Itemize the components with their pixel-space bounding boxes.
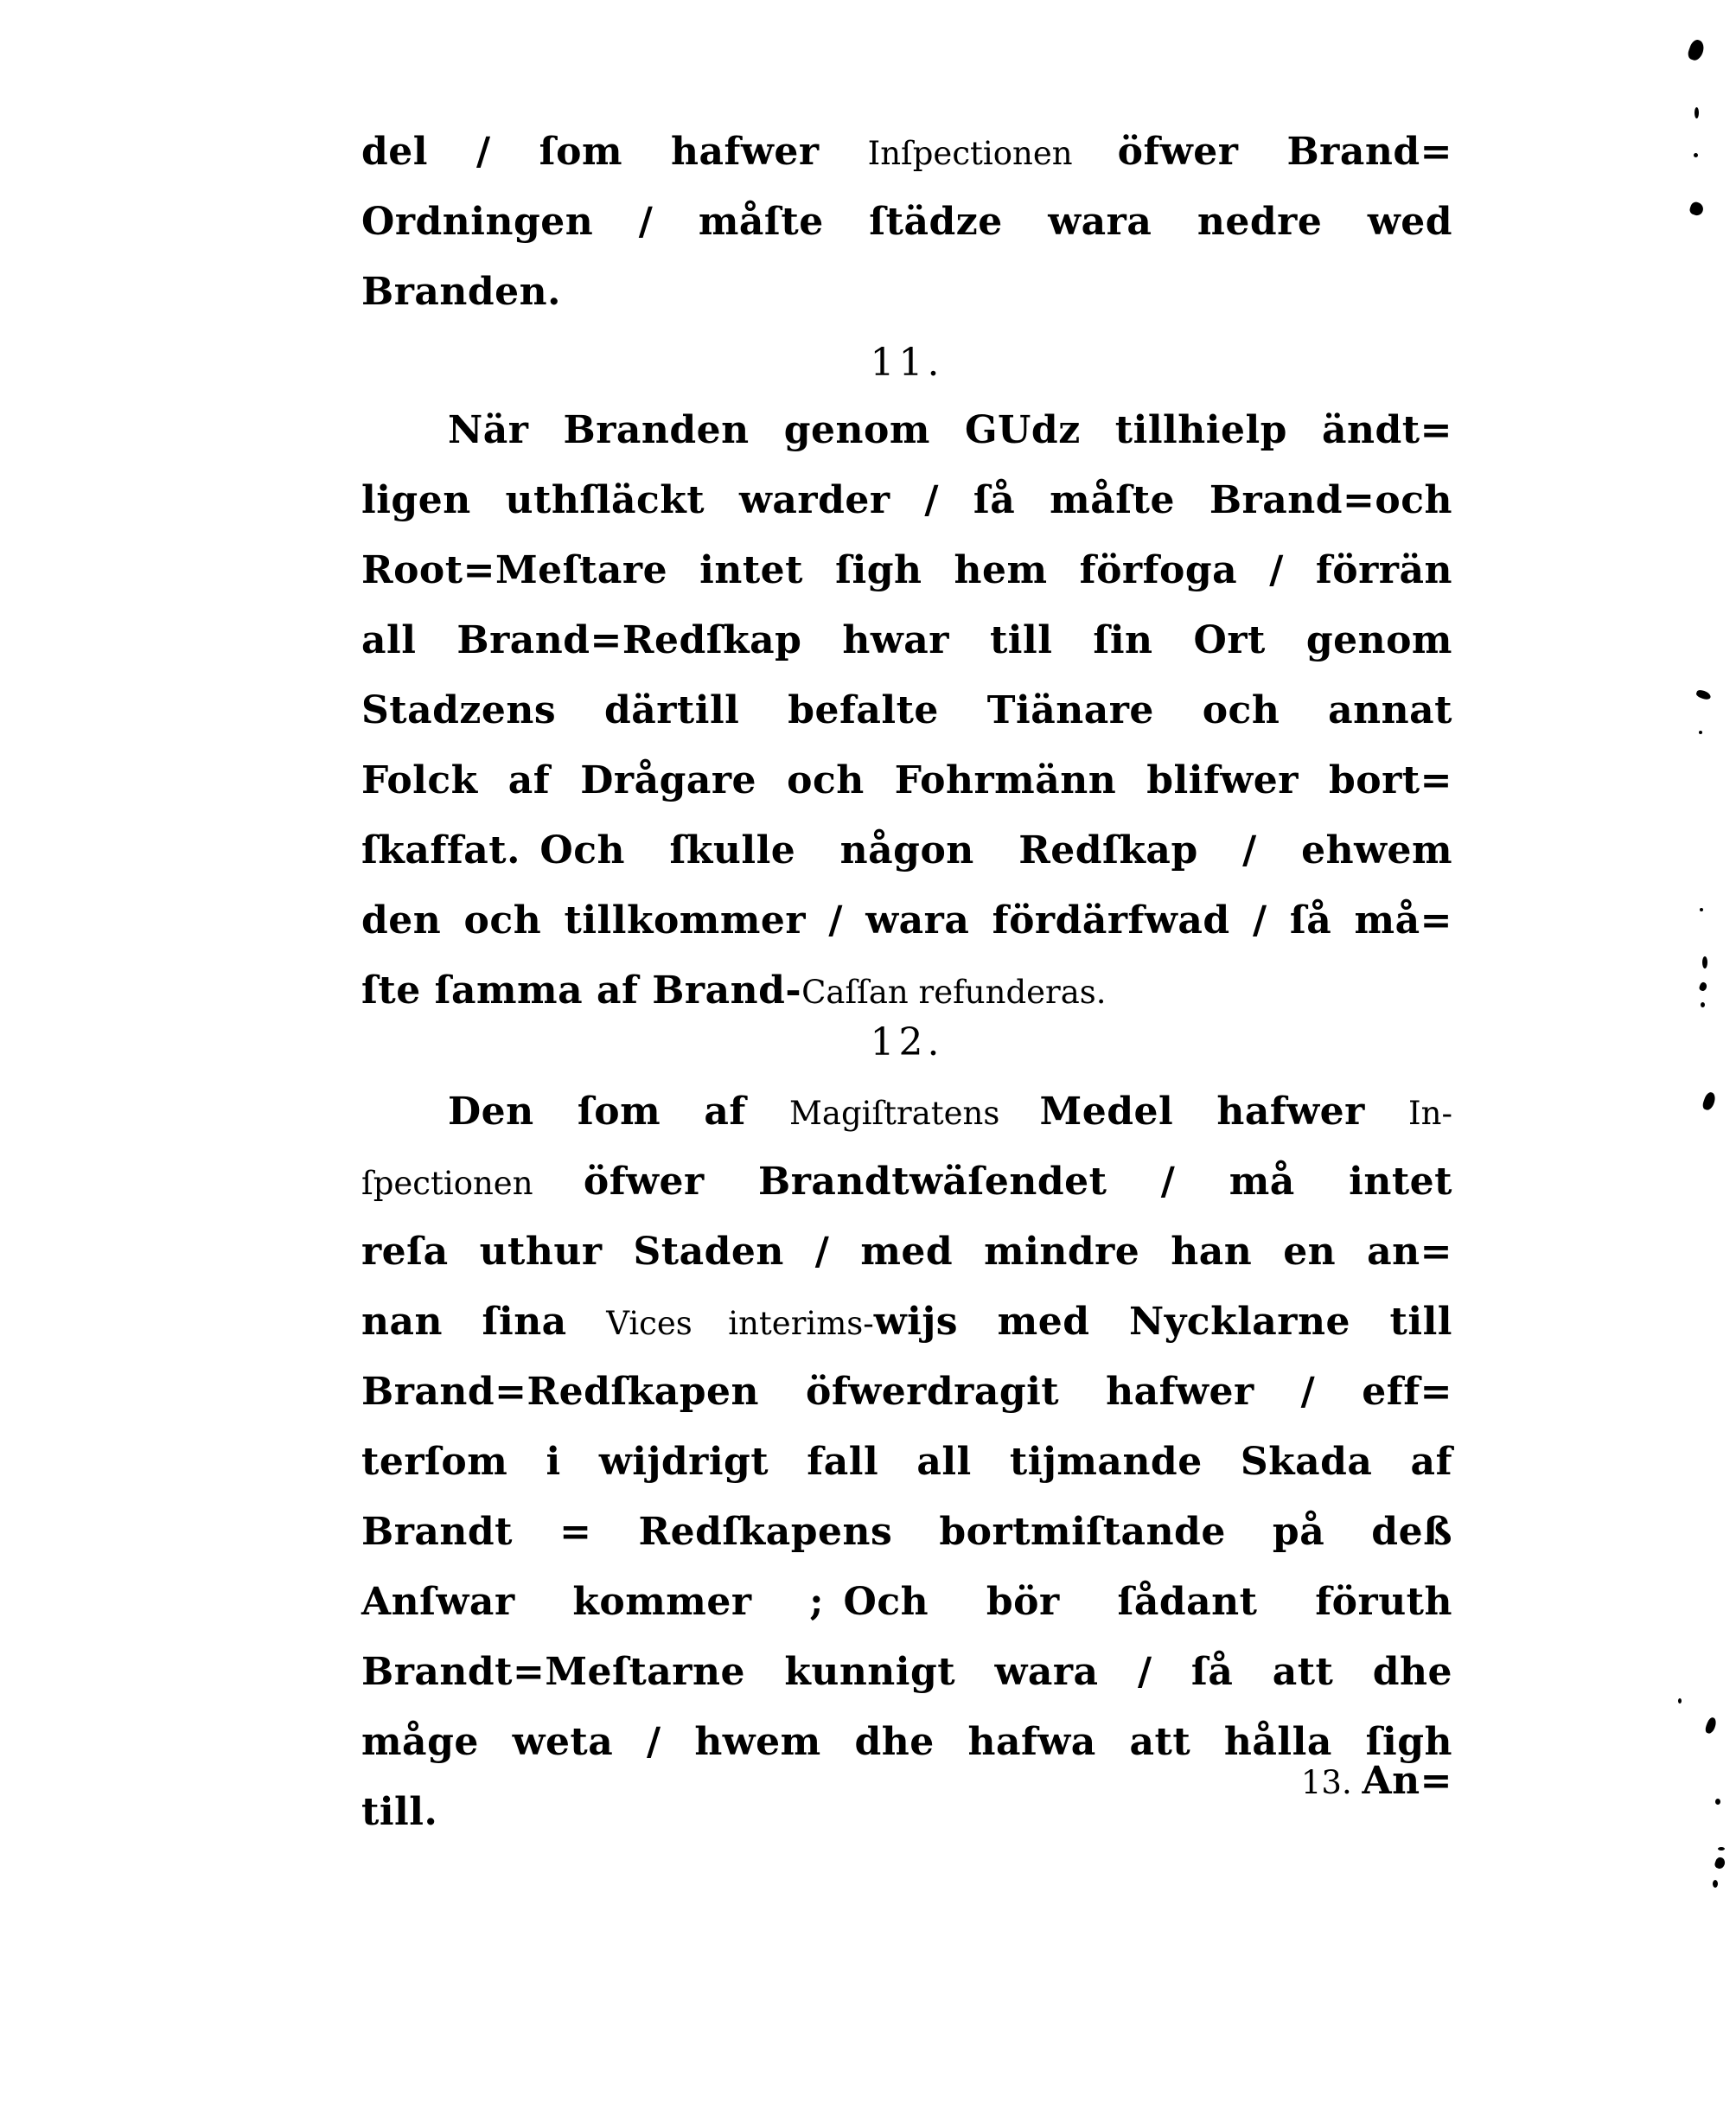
text-segment: wijs med Nycklarne till xyxy=(873,1300,1452,1344)
text-line xyxy=(361,1291,1452,1361)
text-line xyxy=(361,1501,1452,1571)
ink-speck xyxy=(1688,201,1705,217)
section-11-paragraph xyxy=(361,400,1452,1030)
text-segment: ſte ſamma af Brand- xyxy=(361,968,802,1013)
continuation-paragraph xyxy=(361,121,1452,331)
catchword-number: 13. xyxy=(1300,1764,1363,1801)
catchword-word: An= xyxy=(1362,1759,1452,1803)
text-line xyxy=(361,1081,1452,1151)
text-segment: öfwer Brand= xyxy=(1117,130,1452,174)
text-segment: Brandt = Redſkapens bortmiſtande på deß xyxy=(361,1510,1452,1554)
text-line xyxy=(361,470,1452,540)
text-segment: Branden. xyxy=(361,270,561,314)
text-segment: till. xyxy=(361,1790,438,1834)
ink-speck xyxy=(1701,1091,1717,1112)
text-line xyxy=(361,820,1452,890)
text-segment: Brandt=Meſtarne kunnigt wara / ſå att dhe xyxy=(361,1650,1452,1694)
text-segment: reſa uthur Staden / med mindre han en an= xyxy=(361,1230,1452,1274)
text-segment: ligen uthſläckt warder / ſå måſte Brand=och xyxy=(361,478,1452,522)
text-segment: Den ſom af xyxy=(448,1090,789,1134)
ink-speck xyxy=(1713,1880,1718,1888)
text-line xyxy=(361,1361,1452,1431)
ink-speck xyxy=(1678,1698,1682,1703)
ink-speck xyxy=(1715,1799,1720,1805)
text-line xyxy=(361,680,1452,750)
section-heading-12: 12. xyxy=(870,1020,944,1064)
text-segment: del / ſom hafwer xyxy=(361,130,868,174)
text-segment-antiqua: Inſpectionen xyxy=(867,135,1118,172)
text-segment: Brand=Redſkapen öfwerdragit hafwer / eff= xyxy=(361,1370,1452,1414)
text-segment: Folck af Drågare och Fohrmänn blifwer bort= xyxy=(361,758,1452,802)
ink-speck xyxy=(1686,38,1706,62)
text-line xyxy=(361,750,1452,820)
ink-speck xyxy=(1718,1847,1725,1851)
text-line xyxy=(361,1151,1452,1221)
text-segment: måge weta / hwem dhe hafwa att hålla ſigh xyxy=(361,1720,1452,1764)
catchword xyxy=(361,1754,1452,1817)
ink-speck xyxy=(1700,908,1703,911)
text-segment: all Brand=Redſkap hwar till ſin Ort genom xyxy=(361,618,1452,662)
ink-speck xyxy=(1695,107,1699,118)
text-line xyxy=(361,540,1452,610)
text-segment-antiqua: In- xyxy=(1408,1095,1452,1132)
ink-speck xyxy=(1694,153,1698,157)
ink-speck xyxy=(1695,688,1712,700)
text-segment: Ordningen / måſte ſtädze wara nedre wed xyxy=(361,200,1452,244)
text-segment-antiqua: ſpectionen xyxy=(361,1165,584,1202)
text-line xyxy=(361,261,1452,331)
text-line xyxy=(361,121,1452,191)
text-line xyxy=(361,610,1452,680)
text-segment-antiqua: Magiſtratens xyxy=(789,1095,1040,1132)
text-segment-antiqua: Caſſan refunderas. xyxy=(801,974,1107,1011)
text-segment: öfwer Brandtwäſendet / må intet xyxy=(583,1160,1453,1204)
text-line xyxy=(361,890,1452,960)
text-segment: den och tillkommer / wara fördärfwad / ſå må= xyxy=(361,898,1452,943)
ink-speck xyxy=(1714,1857,1726,1870)
text-segment: Medel hafwer xyxy=(1039,1090,1409,1134)
ink-speck xyxy=(1701,1002,1705,1007)
ink-speck xyxy=(1699,981,1708,992)
text-segment: ſkaffat. Och ſkulle någon Redſkap / ehwem xyxy=(361,828,1452,873)
text-line xyxy=(361,1641,1452,1711)
text-line xyxy=(361,1221,1452,1291)
text-segment: När Branden genom GUdz tillhielp ändt= xyxy=(448,408,1452,452)
text-segment: Anſwar kommer ; Och bör ſådant föruth xyxy=(361,1580,1452,1624)
text-line xyxy=(361,1571,1452,1641)
section-12-paragraph xyxy=(361,1081,1452,1851)
text-segment: nan ſina xyxy=(361,1300,607,1344)
text-segment-antiqua: Vices interims- xyxy=(606,1305,874,1342)
text-line xyxy=(361,400,1452,470)
text-line xyxy=(361,1431,1452,1501)
ink-speck xyxy=(1704,1716,1718,1735)
text-segment: Root=Meſtare intet ſigh hem förfoga / förrän xyxy=(361,548,1452,592)
ink-speck xyxy=(1699,731,1702,734)
text-segment: terſom i wijdrigt fall all tijmande Skada af xyxy=(361,1440,1452,1484)
text-segment: Stadzens därtill befalte Tiänare och annat xyxy=(361,688,1452,732)
ink-speck xyxy=(1702,956,1707,968)
section-heading-11: 11. xyxy=(870,341,944,385)
text-line xyxy=(361,191,1452,261)
